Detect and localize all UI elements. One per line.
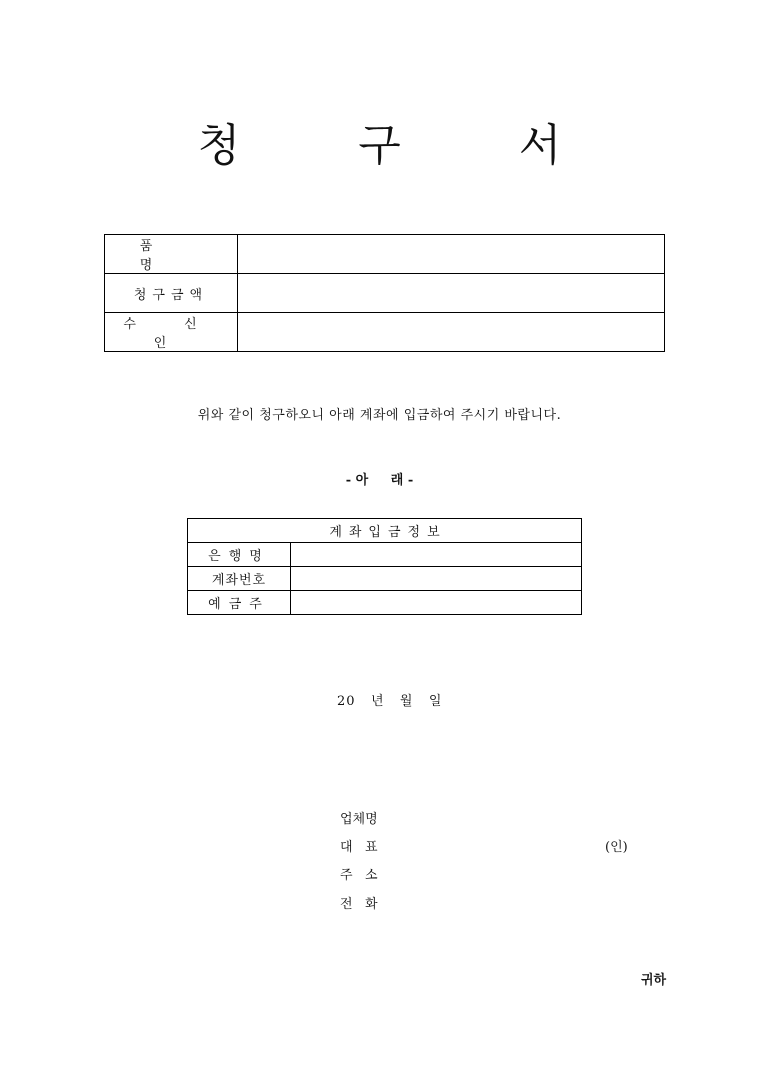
recipient-label-text: 수 신 인 — [123, 317, 219, 351]
item-name-label-text: 품 명 — [139, 239, 203, 273]
table-row — [188, 591, 582, 615]
amount-label-text: 청구금액 — [133, 287, 209, 303]
below-heading: - 아 래 - — [345, 473, 414, 488]
table-row — [188, 543, 582, 567]
request-sentence: 위와 같이 청구하오니 아래 계좌에 입금하여 주시기 바랍니다. — [197, 408, 562, 423]
table-row — [105, 313, 665, 352]
honorific: 귀하 — [641, 973, 667, 988]
account-holder-value[interactable] — [291, 591, 582, 615]
company-name-label: 업체명 — [340, 812, 378, 827]
representative-label: 대 표 — [340, 840, 378, 855]
table-row — [105, 274, 665, 313]
table-row — [188, 519, 582, 543]
account-holder-label — [188, 591, 291, 615]
recipient-value[interactable] — [238, 313, 665, 352]
phone-label: 전 화 — [340, 897, 378, 912]
bank-name-value[interactable] — [291, 543, 582, 567]
bank-name-label-text: 은행명 — [208, 549, 270, 564]
amount-value[interactable] — [238, 274, 665, 313]
account-info-table — [187, 518, 582, 615]
document-title: 청 구 서 — [197, 120, 614, 171]
seal-mark: (인) — [605, 840, 628, 855]
date-line: 20 년 월 일 — [337, 694, 443, 709]
account-holder-label-text: 예금주 — [208, 597, 270, 612]
table-row — [105, 235, 665, 274]
account-number-value[interactable] — [291, 567, 582, 591]
item-name-label — [105, 235, 238, 274]
account-number-label-text: 계좌번호 — [211, 573, 267, 588]
account-number-label — [188, 567, 291, 591]
item-name-value[interactable] — [238, 235, 665, 274]
address-label: 주 소 — [340, 868, 378, 883]
account-table-header: 계좌입금정보 — [188, 519, 582, 543]
bank-name-label — [188, 543, 291, 567]
amount-label — [105, 274, 238, 313]
recipient-label — [105, 313, 238, 352]
request-info-table — [104, 234, 665, 352]
table-row — [188, 567, 582, 591]
